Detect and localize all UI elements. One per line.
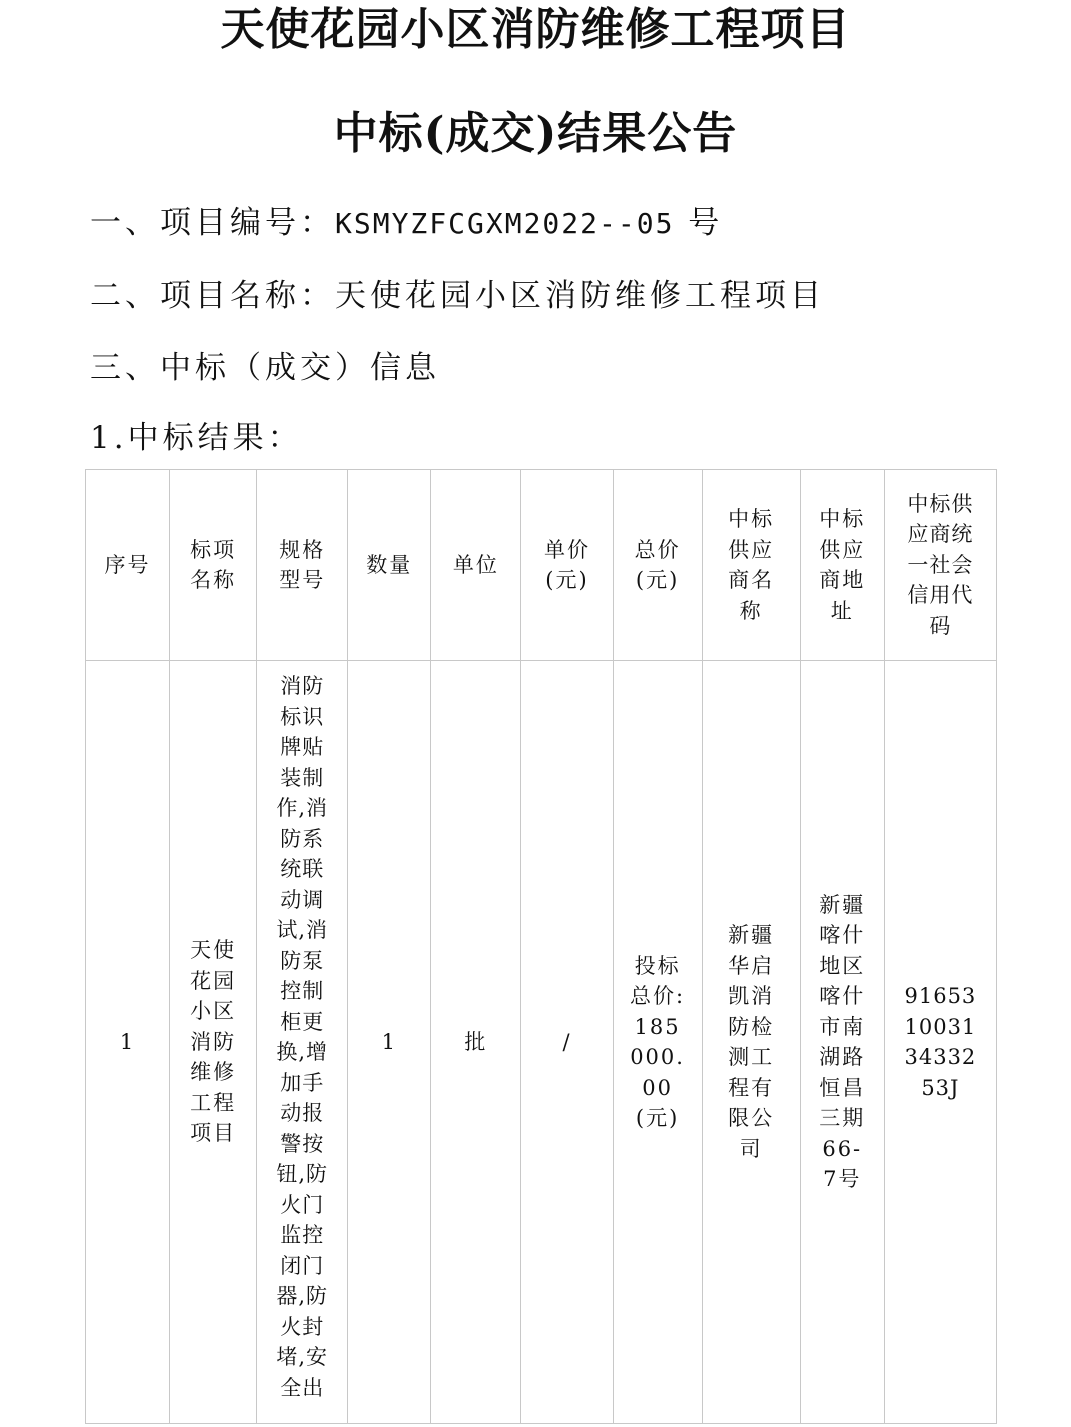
cell-credit-code: 91653100313433253J: [884, 661, 996, 1424]
subsection-heading-award-result: 1.中标结果：: [90, 420, 303, 456]
header-index: 序号: [86, 470, 170, 661]
cell-spec: 消防标识牌贴装制作,消防系统联动调试,消防泵控制柜更换,增加手动报警按钮,防火门监控闭门器,防火封堵,安全出: [257, 661, 348, 1424]
header-item-name: 标项名称: [170, 470, 257, 661]
project-number-suffix: 号: [688, 205, 724, 241]
section-heading-award-info: 三、中标（成交）信息: [90, 350, 440, 386]
cell-unit-price: /: [521, 661, 613, 1424]
announcement-title: 天使花园小区消防维修工程项目: [220, 4, 851, 55]
cell-supplier-name: 新疆华启凯消防检测工程有限公司: [702, 661, 800, 1424]
cell-total-price: 投标总价:185000.00(元): [613, 661, 702, 1424]
award-result-table: [85, 469, 997, 1424]
header-unit: 单位: [431, 470, 521, 661]
project-name-label: 二、项目名称：: [90, 278, 335, 314]
header-total-price: 总价(元): [613, 470, 702, 661]
cell-supplier-address: 新疆喀什地区喀什市南湖路恒昌三期66-7号: [800, 661, 884, 1424]
project-number-value: KSMYZFCGXM2022--05: [335, 207, 675, 240]
cell-item-name: 天使花园小区消防维修工程项目: [170, 661, 257, 1424]
header-supplier-address: 中标供应商地址: [800, 470, 884, 661]
project-number-line: [90, 205, 724, 241]
table-row: [86, 661, 997, 1424]
project-name-value: 天使花园小区消防维修工程项目: [335, 278, 825, 314]
header-spec: 规格型号: [257, 470, 348, 661]
header-credit-code: 中标供应商统一社会信用代码: [884, 470, 996, 661]
project-number-label: 一、项目编号：: [90, 205, 335, 241]
cell-quantity: 1: [348, 661, 431, 1424]
header-quantity: 数量: [348, 470, 431, 661]
project-name-line: [90, 278, 825, 314]
header-supplier-name: 中标供应商名称: [702, 470, 800, 661]
header-unit-price: 单价(元): [521, 470, 613, 661]
announcement-subtitle: 中标(成交)结果公告: [333, 108, 738, 159]
table-header-row: [86, 470, 997, 661]
cell-index: 1: [86, 661, 170, 1424]
cell-unit: 批: [431, 661, 521, 1424]
